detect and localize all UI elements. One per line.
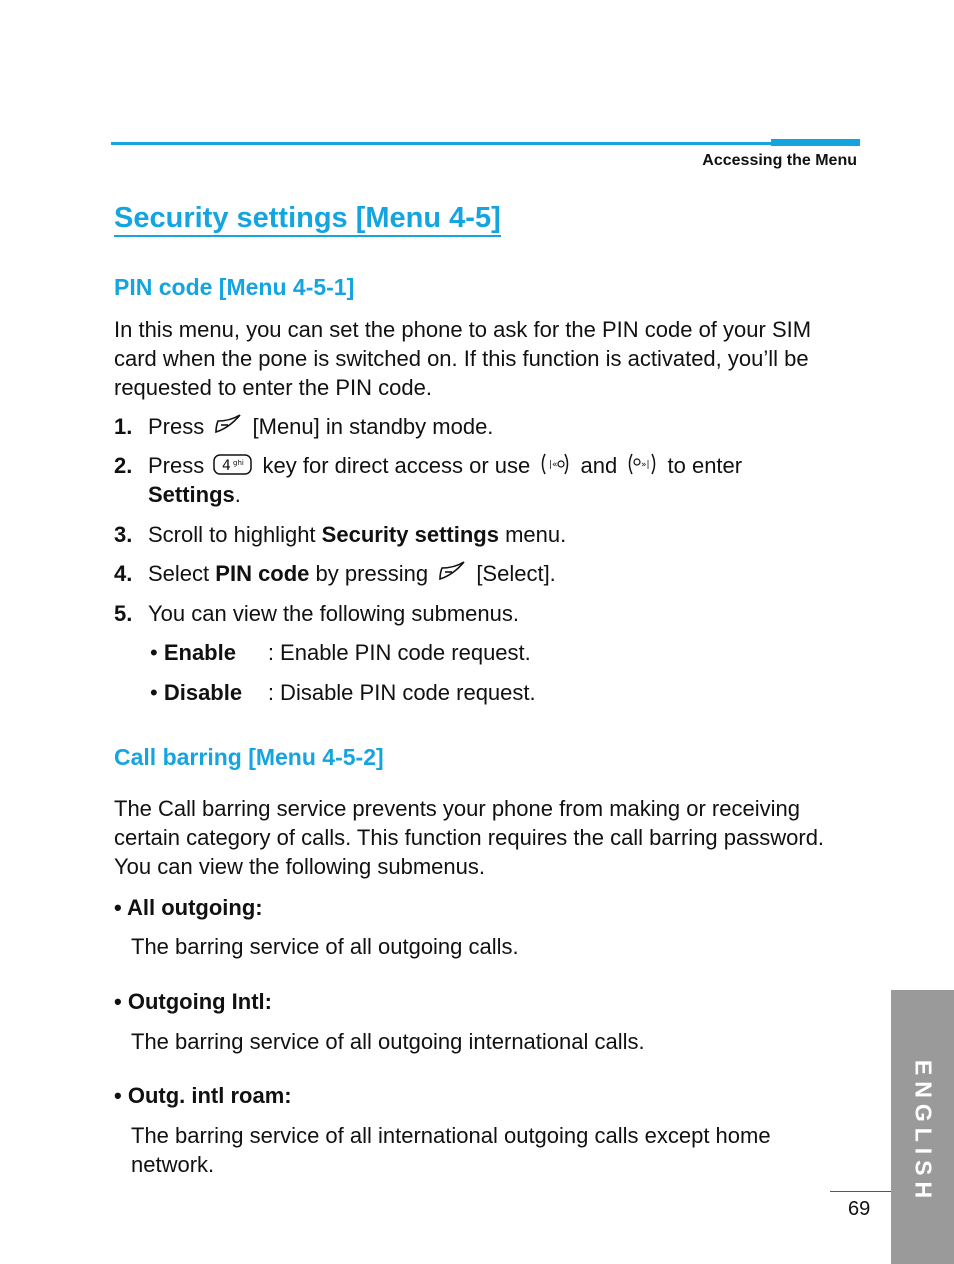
call-barring-heading: Call barring [Menu 4-5-2] bbox=[114, 744, 384, 770]
barring-item-term bbox=[114, 895, 263, 921]
call-barring-intro: The Call barring service prevents your phone from making or receiving certain category of calls. This function requires the call barring password. You can view the following submenus. bbox=[114, 796, 825, 879]
svg-text:ghi: ghi bbox=[233, 459, 245, 467]
step-emphasis: Settings bbox=[148, 482, 235, 507]
barring-term: All outgoing: bbox=[127, 895, 263, 920]
submenu-desc: : Enable PIN code request. bbox=[267, 640, 531, 665]
left-soft-key-icon bbox=[437, 559, 467, 592]
step-number: 5. bbox=[114, 601, 133, 626]
step-text: Select bbox=[148, 561, 210, 586]
bullet: • bbox=[114, 895, 122, 920]
barring-term: Outg. intl roam: bbox=[127, 1083, 292, 1108]
submenu-desc: : Disable PIN code request. bbox=[267, 680, 536, 705]
barring-term: Outgoing Intl: bbox=[127, 989, 272, 1014]
language-side-tab bbox=[891, 990, 954, 1264]
step-text: to enter bbox=[667, 453, 743, 478]
bullet: • bbox=[114, 1083, 122, 1108]
step-text: and bbox=[580, 453, 618, 478]
step-number: 4. bbox=[114, 561, 133, 586]
section-label: Accessing the Menu bbox=[702, 152, 857, 169]
bullet: • bbox=[150, 640, 158, 665]
step-text: [Menu] in standby mode. bbox=[252, 414, 494, 439]
step-text: . bbox=[234, 482, 241, 507]
step-emphasis: Security settings bbox=[321, 522, 499, 547]
submenu-term: Disable bbox=[163, 680, 243, 705]
header-rule bbox=[111, 142, 860, 145]
pin-code-heading: PIN code [Menu 4-5-1] bbox=[114, 274, 355, 300]
submenu-enable bbox=[150, 638, 531, 667]
submenu-term: Enable bbox=[163, 640, 236, 665]
language-label: ENGLISH bbox=[910, 1060, 936, 1205]
left-soft-key-icon bbox=[213, 412, 243, 445]
bullet: • bbox=[150, 680, 158, 705]
nav-right-key-icon bbox=[626, 451, 658, 484]
submenu-disable bbox=[150, 678, 536, 707]
barring-item-term bbox=[114, 1083, 292, 1109]
barring-item-desc: The barring service of all international outgoing calls except home network. bbox=[131, 1123, 771, 1177]
step-text: Press bbox=[148, 414, 205, 439]
page-number-rule bbox=[830, 1191, 891, 1192]
step-text: [Select]. bbox=[476, 561, 556, 586]
pin-code-intro: In this menu, you can set the phone to ask for the PIN code of your SIM card when the pone is switched on. If this function is activated, you’ll be requested to enter the PIN code. bbox=[114, 317, 812, 400]
barring-item-desc: The barring service of all outgoing calls. bbox=[131, 934, 519, 959]
step-number: 1. bbox=[114, 414, 133, 439]
bullet: • bbox=[114, 989, 122, 1014]
page-number: 69 bbox=[848, 1198, 871, 1220]
step-text: Press bbox=[148, 453, 205, 478]
header-rule-accent bbox=[771, 139, 860, 146]
step-text: Scroll to highlight bbox=[148, 522, 316, 547]
step-text: key for direct access or use bbox=[262, 453, 531, 478]
svg-text:4: 4 bbox=[222, 458, 232, 474]
step-text: You can view the following submenus. bbox=[148, 601, 519, 626]
step-number: 2. bbox=[114, 453, 133, 478]
step-number: 3. bbox=[114, 522, 133, 547]
step-text: by pressing bbox=[315, 561, 429, 586]
step-text: menu. bbox=[505, 522, 567, 547]
nav-left-key-icon bbox=[539, 451, 571, 484]
page-title: Security settings [Menu 4-5] bbox=[114, 201, 501, 237]
barring-item-term bbox=[114, 989, 272, 1015]
svg-text:»|: »| bbox=[641, 460, 650, 470]
barring-item-desc: The barring service of all outgoing international calls. bbox=[131, 1029, 645, 1054]
svg-text:|«: |« bbox=[549, 460, 558, 470]
step-emphasis: PIN code bbox=[215, 561, 310, 586]
